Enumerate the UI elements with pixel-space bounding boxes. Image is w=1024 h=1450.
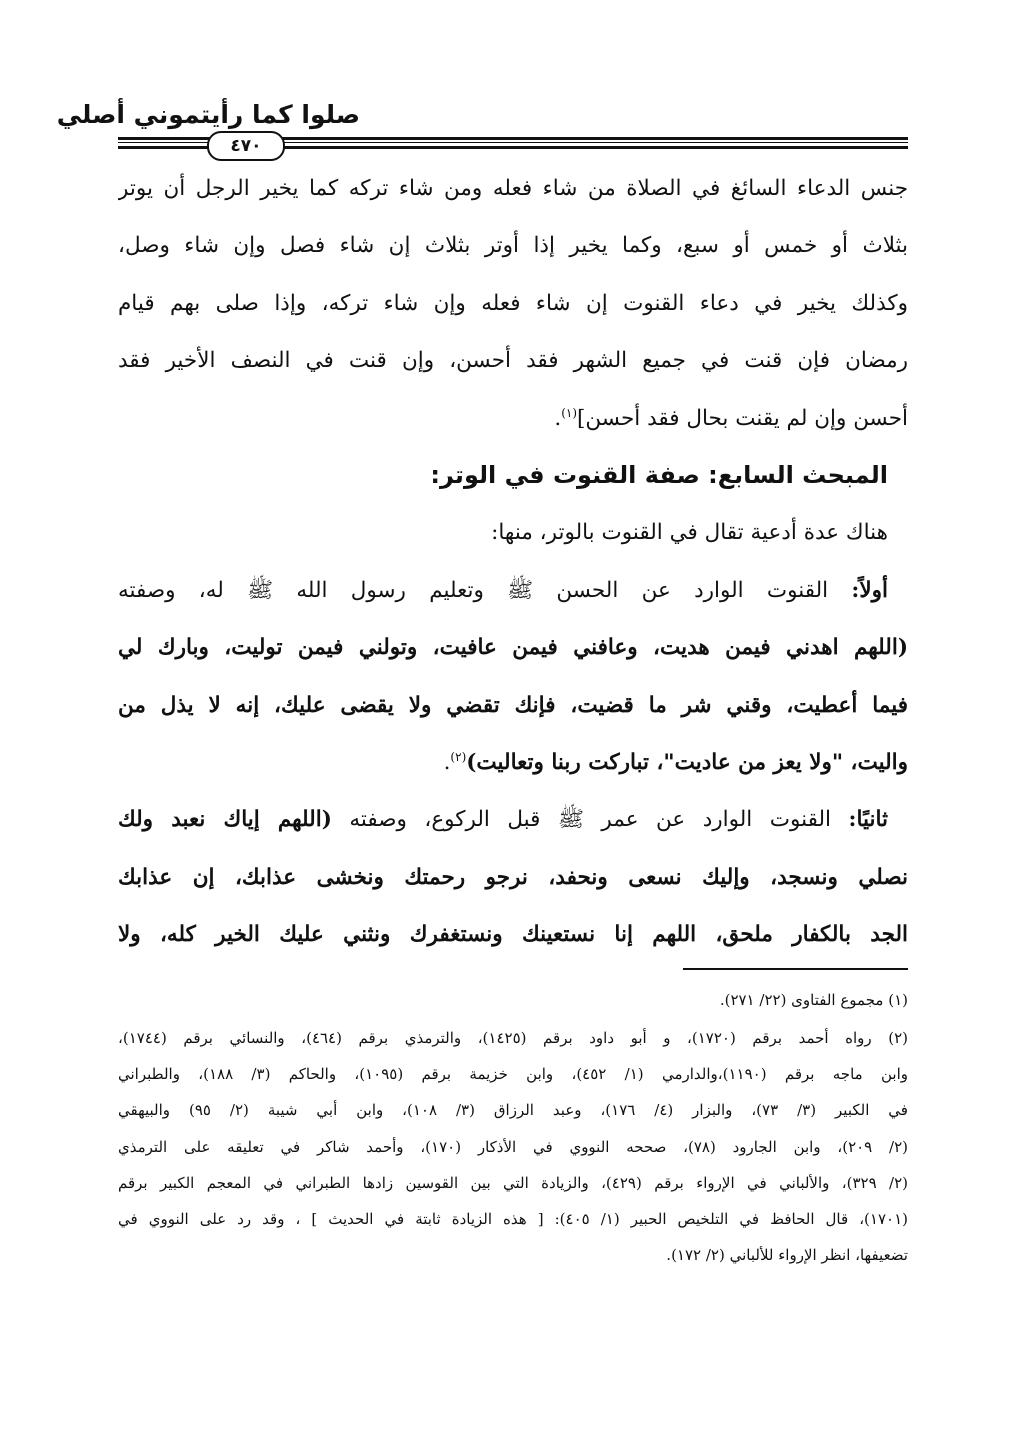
body-line: رمضان فإن قنت في جميع الشهر فقد أحسن، وإن قنت في النصف الأخير فقد (118, 348, 908, 374)
footnote-2-line: في الكبير (٣/ ٧٣)، والبزار (٤/ ١٧٦)، وعبد الرزاق (٣/ ١٠٨)، وابن أبي شيبة (٢/ ٩٥) والبيهقي (118, 1101, 908, 1120)
page-number: ٤٧٠ (207, 131, 285, 161)
footnote-2-line: (١٧٠١)، قال الحافظ في التلخيص الحبير (١/ ٤٠٥): [ هذه الزيادة ثابتة في الحديث ] ، وقد رد على النووي في (118, 1209, 908, 1228)
body-line: بثلاث أو خمس أو سبع، وكما يخير إذا أوتر بثلاث إن شاء فصل وإن شاء وصل، (118, 233, 908, 259)
first-line-text: القنوت الوارد عن الحسن ﷺ وتعليم رسول الله ﷺ له، وصفته (118, 577, 829, 603)
second-dua-intro (118, 791, 908, 848)
footnote-2-line: (٢/ ٢٠٩)، وابن الجارود (٧٨)، صححه النووي في الأذكار (١٧٠)، وأحمد شاكر في تعليقه على الترمذي (118, 1137, 908, 1156)
second-label: ثانيًا: (848, 807, 889, 833)
footnote-ref-1: (١) (561, 405, 578, 420)
footnote-separator (683, 968, 908, 970)
dua-line: الجد بالكفار ملحق، اللهم إنا نستعينك ونستغفرك ونثني عليك الخير كله، ولا (118, 922, 908, 948)
body-line-text: أحسن وإن لم يقنت بحال فقد أحسن] (577, 405, 908, 431)
body-text (118, 160, 908, 963)
intro-line: هناك عدة أدعية تقال في القنوت بالوتر، منها: (491, 520, 888, 546)
body-line (118, 390, 908, 447)
dua-line: نصلي ونسجد، وإليك نسعى ونحفد، نرجو رحمتك ونخشى عذابك، إن عذابك (118, 864, 908, 890)
dua-line: (اللهم اهدني فيمن هديت، وعافني فيمن عافيت، وتولني فيمن توليت، وبارك لي (118, 635, 908, 661)
footnote-2-line: تضعيفها، انظر الإرواء للألباني (٢/ ١٧٢). (666, 1246, 908, 1265)
footnote-2-line: وابن ماجه برقم (١١٩٠)،والدارمي (١/ ٤٥٢)، وابن خزيمة برقم (١٠٩٥)، والحاكم (٣/ ١٨٨)، والطبراني (118, 1065, 908, 1084)
second-line-bold: (اللهم إياك نعبد ولك (118, 807, 332, 833)
footnote-ref-2: (٢) (450, 749, 467, 764)
second-line-text: القنوت الوارد عن عمر ﷺ قبل الركوع، وصفته (349, 807, 832, 833)
period: . (554, 405, 562, 431)
footnote-2-line: (٢) رواه أحمد برقم (١٧٢٠)، و أبو داود برقم (١٤٢٥)، والترمذي برقم (٤٦٤)، والنسائي برقم (١٧٤٤)، (118, 1029, 908, 1047)
first-dua-intro (118, 562, 908, 619)
body-line: وكذلك يخير في دعاء القنوت إن شاء فعله وإن شاء تركه، وإذا صلى بهم قيام (118, 290, 908, 316)
section-heading: المبحث السابع: صفة القنوت في الوتر: (430, 460, 888, 489)
dua-line (118, 734, 908, 791)
dua-line: فيما أعطيت، وقني شر ما قضيت، فإنك تقضي ولا يقضى عليك، إنه لا يذل من (118, 692, 908, 718)
body-line: جنس الدعاء السائغ في الصلاة من شاء فعله ومن شاء تركه كما يخير الرجل أن يوتر (118, 176, 908, 201)
first-label: أولاً: (851, 577, 888, 603)
dua-line-text: واليت، "ولا يعز من عاديت"، تباركت ربنا وتعاليت) (466, 749, 908, 775)
footnote-1: (١) مجموع الفتاوى (٢٢/ ٢٧١). (719, 991, 908, 1009)
footnotes (118, 980, 908, 1273)
footnote-2-line: (٢/ ٣٢٩)، والألباني في الإرواء برقم (٤٢٩)، والزيادة التي بين القوسين زادها الطبراني في المعجم الكبير برقم (118, 1173, 908, 1192)
running-title: صلوا كما رأيتموني أصلي (56, 100, 360, 129)
period: . (443, 749, 451, 775)
